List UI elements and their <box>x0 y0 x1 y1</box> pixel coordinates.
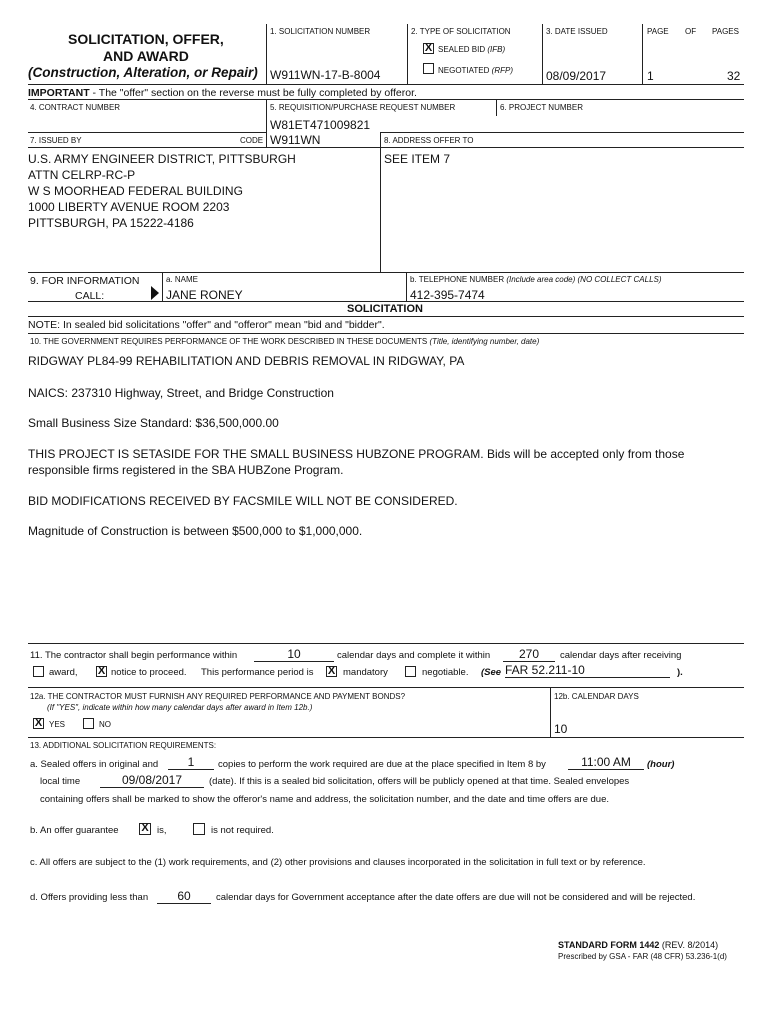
contact-name-label: a. NAME <box>166 275 199 284</box>
date-issued-label: 3. DATE ISSUED <box>546 27 608 36</box>
address-line: ATTN CELRP-RC-P <box>28 168 136 182</box>
prescribed-by: Prescribed by GSA - FAR (48 CFR) 53.236-1(d) <box>558 952 727 961</box>
issued-by-address <box>28 151 296 231</box>
item11-text1: 11. The contractor shall begin performance within <box>30 650 238 661</box>
due-date-field[interactable]: 09/08/2017 <box>100 774 204 788</box>
for-information-label: 9. FOR INFORMATION <box>30 275 140 287</box>
note-text: NOTE: In sealed bid solicitations "offer" and "offeror" mean "bid and "bidder". <box>28 319 385 331</box>
call-label: CALL: <box>75 290 105 302</box>
local-time-label: local time <box>40 776 81 787</box>
negotiated-label: NEGOTIATED (RFP) <box>438 66 513 75</box>
important-notice: IMPORTANT - The "offer" section on the reverse must be fully completed by offeror. <box>28 87 417 99</box>
due-time-field[interactable]: 11:00 AM <box>568 756 644 770</box>
telephone-number: 412-395-7474 <box>410 288 485 302</box>
negotiated-checkbox[interactable] <box>423 63 434 74</box>
see-close: ). <box>677 667 683 678</box>
address-line: PITTSBURGH, PA 15222-4186 <box>28 216 194 230</box>
project-title: RIDGWAY PL84-99 REHABILITATION AND DEBRIS REMOVAL IN RIDGWAY, PA <box>28 354 465 368</box>
sealed-bid-checkbox[interactable]: X <box>424 42 433 54</box>
mandatory-checkbox[interactable]: X <box>327 665 336 677</box>
days-complete-field[interactable]: 270 <box>503 648 555 662</box>
of-label: OF <box>685 27 697 36</box>
solicitation-heading: SOLICITATION <box>347 303 423 315</box>
guarantee-not-required-label: is not required. <box>211 825 274 836</box>
telephone-label: b. TELEPHONE NUMBER (Include area code) (NO COLLECT CALLS) <box>410 275 662 284</box>
date-issued: 08/09/2017 <box>546 69 607 83</box>
item13d-text2: calendar days for Government acceptance after the date offers are due will not be considered and will be rejected. <box>216 892 696 903</box>
contact-name: JANE RONEY <box>166 288 243 302</box>
pages-label: PAGES <box>712 27 739 36</box>
copies-field[interactable]: 1 <box>168 756 214 770</box>
solicitation-number-label: 1. SOLICITATION NUMBER <box>270 27 371 36</box>
bonds-yes-label: YES <box>49 720 66 729</box>
bonds-yes-checkbox[interactable]: X <box>34 717 43 729</box>
item13a-text1: a. Sealed offers in original and <box>30 759 159 770</box>
form-title-line2: AND AWARD <box>103 48 189 64</box>
guarantee-not-required-checkbox[interactable] <box>193 823 205 835</box>
days-begin-field[interactable]: 10 <box>254 648 334 662</box>
item13a-text5: containing offers shall be marked to show the offeror's name and address, the solicitation number, and the date and time offers are due. <box>40 794 609 805</box>
issued-by-label: 7. ISSUED BY <box>30 136 82 145</box>
solicitation-number: W911WN-17-B-8004 <box>270 68 381 82</box>
notice-to-proceed-label: notice to proceed. <box>111 667 187 678</box>
requisition-number: W81ET471009821 <box>270 118 371 132</box>
size-standard-text: Small Business Size Standard: $36,500,000.00 <box>28 416 279 430</box>
see-label: (See <box>481 667 502 678</box>
address-offer-to-label: 8. ADDRESS OFFER TO <box>384 136 474 145</box>
work-description-label: 10. THE GOVERNMENT REQUIRES PERFORMANCE OF THE WORK DESCRIBED IN THESE DOCUMENTS (Title, identifying number, date) <box>30 337 540 346</box>
item11-text2: calendar days and complete it within <box>337 650 491 661</box>
negotiable-checkbox[interactable] <box>405 666 416 677</box>
code-label: CODE <box>240 136 264 145</box>
type-of-solicitation-label: 2. TYPE OF SOLICITATION <box>411 27 511 36</box>
address-line: U.S. ARMY ENGINEER DISTRICT, PITTSBURGH <box>28 152 296 166</box>
address-line: W S MOORHEAD FEDERAL BUILDING <box>28 184 243 198</box>
calendar-days-label: 12b. CALENDAR DAYS <box>554 692 639 701</box>
total-pages: 32 <box>727 69 741 83</box>
project-number-label: 6. PROJECT NUMBER <box>500 103 583 112</box>
additional-requirements-label: 13. ADDITIONAL SOLICITATION REQUIREMENTS: <box>30 741 217 750</box>
see-reference-field[interactable]: FAR 52.211-10 <box>505 664 670 678</box>
guarantee-is-label: is, <box>157 825 167 836</box>
requisition-number-label: 5. REQUISITION/PURCHASE REQUEST NUMBER <box>270 103 456 112</box>
page-number: 1 <box>647 69 654 83</box>
item13d-text1: d. Offers providing less than <box>30 892 149 903</box>
bonds-note: (If "YES", indicate within how many calendar days after award in Item 12b.) <box>47 703 313 712</box>
offer-guarantee-text: b. An offer guarantee <box>30 825 119 836</box>
item13a-text4: (date). If this is a sealed bid solicitation, offers will be publicly opened at that time. Sealed envelopes <box>209 776 630 787</box>
form-subtitle: (Construction, Alteration, or Repair) <box>28 65 258 80</box>
hubzone-text: THIS PROJECT IS SETASIDE FOR THE SMALL BUSINESS HUBZONE PROGRAM. Bids will be accepted only from those responsible firms registered in the SBA HUBZone Program. <box>28 447 685 477</box>
negotiable-label: negotiable. <box>422 667 469 678</box>
address-line: 1000 LIBERTY AVENUE ROOM 2203 <box>28 200 230 214</box>
item11-text3: calendar days after receiving <box>560 650 682 661</box>
form-title-line1: SOLICITATION, OFFER, <box>68 31 224 47</box>
item13a-text2: copies to perform the work required are due at the place specified in Item 8 by <box>218 759 546 770</box>
performance-period-text: This performance period is <box>201 667 314 678</box>
issued-by-code: W911WN <box>270 133 321 147</box>
magnitude-text: Magnitude of Construction is between $500,000 to $1,000,000. <box>28 524 363 538</box>
mandatory-label: mandatory <box>343 667 388 678</box>
award-checkbox[interactable] <box>33 666 44 677</box>
acceptance-days-field[interactable]: 60 <box>157 890 211 904</box>
notice-to-proceed-checkbox[interactable]: X <box>97 665 106 677</box>
bonds-label: 12a. THE CONTRACTOR MUST FURNISH ANY REQUIRED PERFORMANCE AND PAYMENT BONDS? <box>30 692 406 701</box>
sealed-bid-label: SEALED BID (IFB) <box>438 45 506 54</box>
bonds-no-checkbox[interactable] <box>83 718 94 729</box>
facsimile-text: BID MODIFICATIONS RECEIVED BY FACSMILE WILL NOT BE CONSIDERED. <box>28 494 458 508</box>
hour-label: (hour) <box>647 759 675 770</box>
award-label: award, <box>49 667 78 678</box>
address-offer-to: SEE ITEM 7 <box>384 152 451 166</box>
item13c-text: c. All offers are subject to the (1) work requirements, and (2) other provisions and clauses incorporated in the solicitation in full text or by reference. <box>30 857 646 868</box>
page-label: PAGE <box>647 27 669 36</box>
bonds-no-label: NO <box>99 720 111 729</box>
contract-number-label: 4. CONTRACT NUMBER <box>30 103 121 112</box>
arrow-right-icon <box>151 286 159 300</box>
guarantee-is-checkbox[interactable]: X <box>139 823 151 835</box>
naics-text: NAICS: 237310 Highway, Street, and Bridge Construction <box>28 386 334 400</box>
form-number: STANDARD FORM 1442 (REV. 8/2014) <box>558 940 719 950</box>
calendar-days: 10 <box>554 722 568 736</box>
